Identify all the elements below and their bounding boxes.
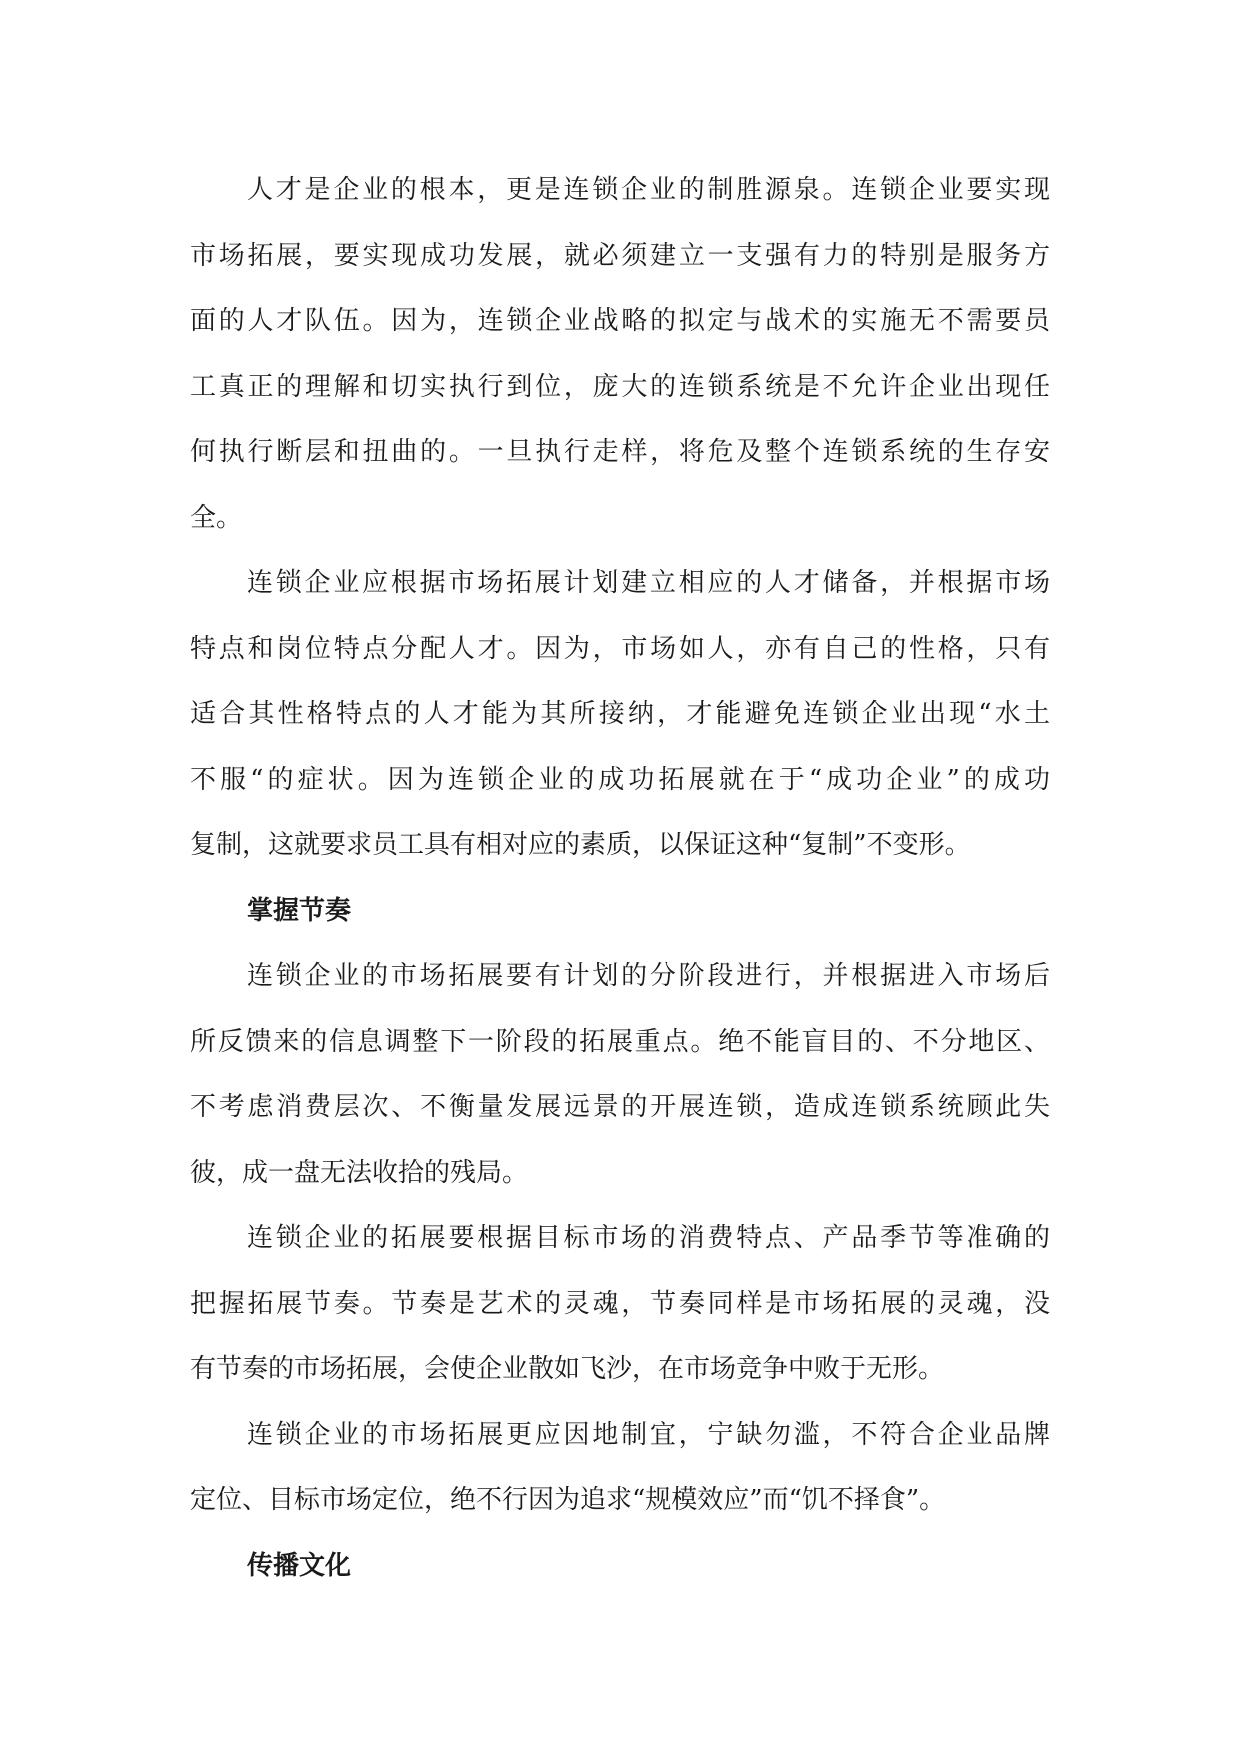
paragraph-local-adaptation: [190, 1403, 1050, 1534]
text-line: 人才是企业的根本，更是连锁企业的制胜源泉。连锁企业要实现: [247, 175, 1050, 205]
text-line: 连锁企业的市场拓展要有计划的分阶段进行，并根据进入市场后: [247, 961, 1050, 991]
text-line: 连锁企业的拓展要根据目标市场的消费特点、产品季节等准确的: [247, 1223, 1050, 1253]
paragraph-phased-expansion: [190, 944, 1050, 1206]
paragraph-expansion-rhythm: [190, 1206, 1050, 1403]
section-heading-culture: 传播文化: [247, 1550, 352, 1581]
text-line: 全。: [190, 502, 243, 533]
text-line: 有节奏的市场拓展，会使企业散如飞沙，在市场竞争中败于无形。: [190, 1354, 945, 1384]
text-line: 不服“的症状。因为连锁企业的成功拓展就在于“成功企业”的成功: [190, 764, 1050, 795]
text-line: 复制，这就要求员工具有相对应的素质，以保证这种“复制”不变形。: [190, 830, 971, 860]
text-line: 市场拓展，要实现成功发展，就必须建立一支强有力的特别是服务方: [190, 240, 1050, 271]
text-line: 适合其性格特点的人才能为其所接纳，才能避免连锁企业出现“水土: [190, 699, 1050, 729]
text-line: 连锁企业的市场拓展更应因地制宜，宁缺勿滥，不符合企业品牌: [247, 1419, 1050, 1450]
text-line: 定位、目标市场定位，绝不行因为追求“规模效应”而“饥不择食”。: [190, 1485, 946, 1515]
section-heading-rhythm: 掌握节奏: [247, 895, 352, 926]
document-body: [190, 158, 1050, 1599]
text-line: 把握拓展节奏。节奏是艺术的灵魂，节奏同样是市场拓展的灵魂，没: [190, 1288, 1050, 1319]
text-line: 连锁企业应根据市场拓展计划建立相应的人才储备，并根据市场: [247, 568, 1050, 598]
text-line: 何执行断层和扭曲的。一旦执行走样，将危及整个连锁系统的生存安: [190, 437, 1050, 467]
text-line: 特点和岗位特点分配人才。因为，市场如人，亦有自己的性格，只有: [190, 633, 1050, 664]
text-line: 不考虑消费层次、不衡量发展远景的开展连锁，造成连锁系统顾此失: [190, 1092, 1050, 1122]
text-line: 彼，成一盘无法收拾的残局。: [190, 1157, 529, 1188]
text-line: 所反馈来的信息调整下一阶段的拓展重点。绝不能盲目的、不分地区、: [190, 1026, 1050, 1057]
text-line: 工真正的理解和切实执行到位，庞大的连锁系统是不允许企业出现任: [190, 371, 1050, 402]
text-line: 面的人才队伍。因为，连锁企业战略的拟定与战术的实施无不需要员: [190, 306, 1050, 336]
paragraph-talent-reserve: [190, 551, 1050, 879]
paragraph-talent: [190, 158, 1050, 551]
